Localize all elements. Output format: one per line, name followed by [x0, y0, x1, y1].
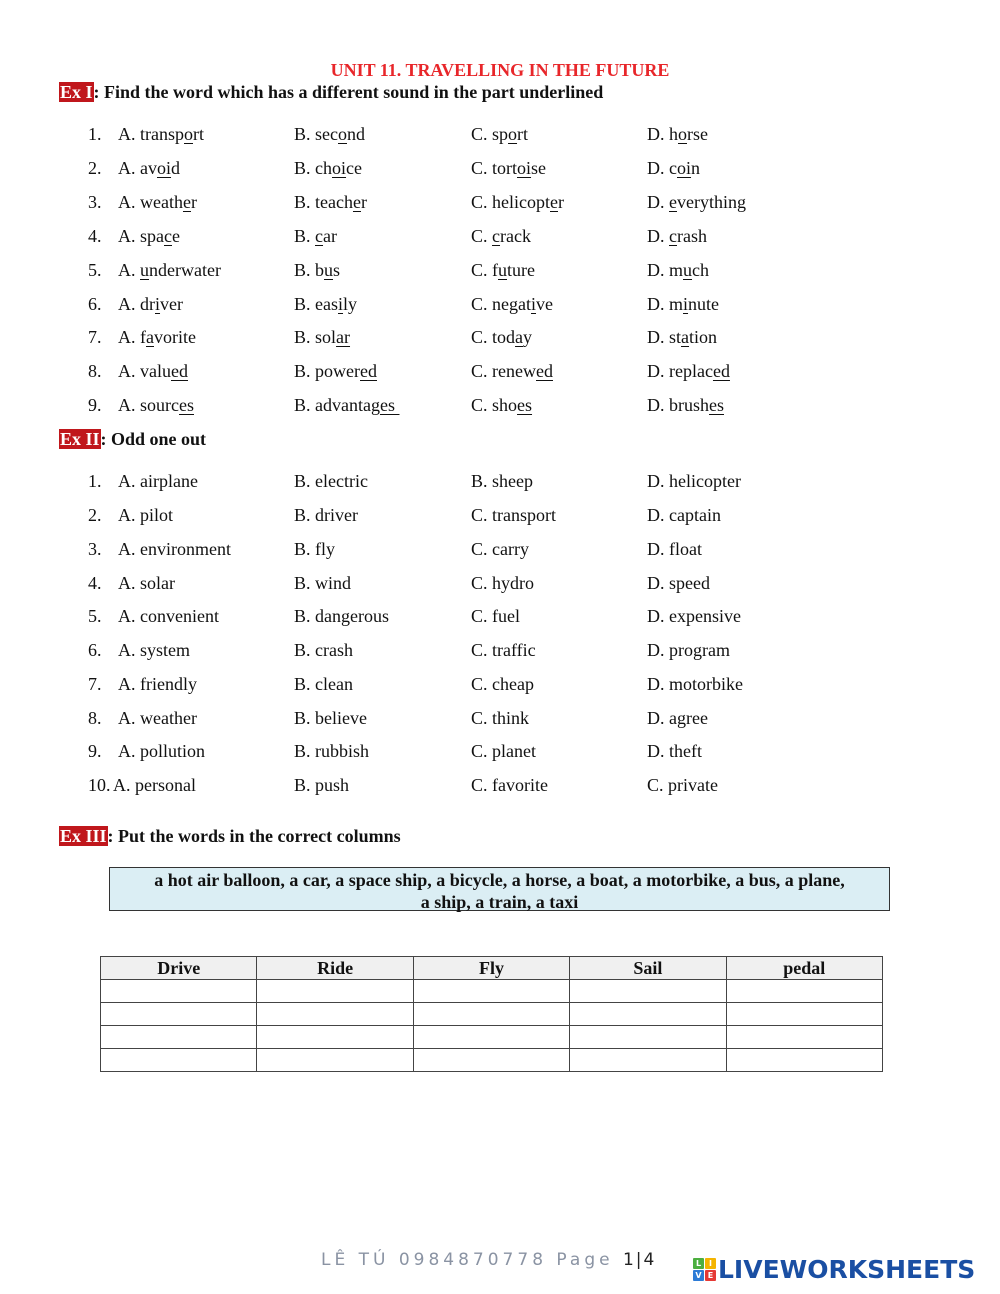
option-text-post: r — [558, 192, 564, 212]
option-c — [471, 327, 532, 348]
underlined-part: oi — [157, 158, 172, 178]
table-row — [101, 1026, 883, 1049]
question-number: 3. — [88, 539, 102, 559]
option-a: A. friendly — [118, 674, 197, 694]
option-b: B. fly — [294, 539, 336, 559]
option-b — [294, 192, 367, 213]
option-text-label: D. — [647, 395, 669, 415]
underlined-part: u — [498, 260, 508, 280]
option-d — [647, 395, 724, 416]
option-a — [118, 158, 180, 179]
option-text-post: nd — [347, 124, 365, 144]
option-text-pre: sourc — [140, 395, 179, 415]
column-header-ride: Ride — [257, 957, 413, 980]
option-b: B. rubbish — [294, 741, 370, 761]
ex1-tag: Ex I — [60, 82, 93, 102]
ex3-heading — [59, 826, 401, 847]
underlined-part: oi — [517, 158, 532, 178]
ex3-instruction: : Put the words in the correct columns — [107, 826, 401, 846]
underlined-part: u — [683, 260, 693, 280]
underlined-part: u — [140, 260, 149, 280]
option-text-pre: sec — [315, 124, 338, 144]
question-number: 8. — [88, 708, 102, 728]
option-a: A. airplane — [118, 471, 198, 491]
underlined-part: es — [379, 395, 400, 415]
question-number: 3. — [88, 192, 102, 212]
question-number: 4. — [88, 226, 102, 246]
underlined-part: o — [184, 124, 193, 144]
option-c: C. think — [471, 708, 530, 728]
option-text-post: vorite — [154, 327, 196, 347]
page-title: UNIT 11. TRAVELLING IN THE FUTURE — [330, 60, 670, 80]
option-a: A. system — [118, 640, 190, 660]
option-text-label: B. — [294, 124, 316, 144]
option-text-label: A. — [118, 192, 140, 212]
option-text-pre: sp — [492, 124, 509, 144]
option-text-pre: b — [315, 260, 325, 280]
option-text-label: C. — [471, 294, 493, 314]
column-sort-table — [100, 956, 883, 1072]
column-header-pedal: pedal — [726, 957, 882, 980]
option-text-label: D. — [647, 327, 669, 347]
underlined-part: u — [324, 260, 334, 280]
option-text-post: e — [172, 226, 180, 246]
underlined-part: ed — [360, 361, 377, 381]
underlined-part: ed — [536, 361, 553, 381]
option-text-pre: ch — [315, 158, 333, 178]
option-text-pre: c — [669, 158, 677, 178]
option-text-pre: f — [140, 327, 146, 347]
option-text-post: ar — [323, 226, 337, 246]
option-a — [118, 327, 196, 348]
underlined-part: a — [681, 327, 690, 347]
underlined-part: e — [669, 192, 677, 212]
question-number: 5. — [88, 606, 102, 626]
option-c — [471, 192, 564, 213]
option-text-pre: av — [140, 158, 157, 178]
option-text-label: A. — [118, 327, 140, 347]
underlined-part: es — [179, 395, 194, 415]
underlined-part: o — [678, 124, 687, 144]
question-number: 7. — [88, 327, 102, 347]
column-header-drive: Drive — [101, 957, 257, 980]
option-text-post: rack — [500, 226, 531, 246]
option-text-pre: m — [669, 294, 684, 314]
option-text-post: d — [171, 158, 181, 178]
option-text-post: ly — [343, 294, 358, 314]
option-text-label: C. — [471, 327, 493, 347]
option-b — [294, 327, 350, 348]
question-number: 1. — [88, 124, 102, 144]
option-b: B. push — [294, 775, 350, 795]
question-number: 2. — [88, 505, 102, 525]
option-b: B. electric — [294, 471, 368, 491]
option-b — [294, 158, 362, 179]
option-c — [471, 260, 535, 281]
option-text-label: D. — [647, 226, 669, 246]
answer-cell-drive[interactable] — [101, 1026, 257, 1049]
question-number: 6. — [88, 640, 102, 660]
option-text-pre: transp — [140, 124, 184, 144]
answer-cell-fly[interactable] — [413, 980, 569, 1003]
option-a: A. weather — [118, 708, 197, 728]
option-b: B. crash — [294, 640, 353, 660]
option-d: D. agree — [647, 708, 708, 728]
column-header-sail: Sail — [570, 957, 726, 980]
underlined-part: a — [146, 327, 154, 347]
option-b: B. clean — [294, 674, 353, 694]
question-number: 8. — [88, 361, 102, 381]
option-d: C. private — [647, 775, 718, 795]
option-text-pre: sho — [492, 395, 518, 415]
option-d — [647, 260, 709, 281]
question-number: 9. — [88, 395, 102, 415]
option-text-label: B. — [294, 192, 316, 212]
option-text-pre: h — [669, 124, 678, 144]
option-text-label: D. — [647, 124, 669, 144]
option-b — [294, 395, 399, 416]
option-text-pre: renew — [492, 361, 536, 381]
answer-cell-drive[interactable] — [101, 980, 257, 1003]
underlined-part: ar — [336, 327, 351, 347]
option-text-post: y — [523, 327, 533, 347]
option-text-post: ver — [160, 294, 183, 314]
option-b — [294, 294, 357, 315]
question-number: 10. — [88, 775, 111, 795]
option-a: A. convenient — [118, 606, 219, 626]
option-text-post: rash — [677, 226, 707, 246]
option-text-label: B. — [294, 327, 316, 347]
option-text-pre: valu — [140, 361, 171, 381]
table-row — [101, 980, 883, 1003]
option-text-pre: power — [315, 361, 360, 381]
underlined-part: i — [683, 294, 689, 314]
option-text-label: A. — [118, 260, 140, 280]
option-text-label: C. — [471, 192, 493, 212]
answer-cell-pedal[interactable] — [726, 1026, 882, 1049]
option-a: A. environment — [118, 539, 231, 559]
column-header-fly: Fly — [413, 957, 569, 980]
option-text-pre: m — [669, 260, 684, 280]
option-text-label: C. — [471, 395, 493, 415]
option-d: D. expensive — [647, 606, 741, 626]
option-text-pre: sol — [315, 327, 337, 347]
option-text-label: A. — [118, 361, 140, 381]
option-b: B. dangerous — [294, 606, 389, 626]
ex2-tag: Ex II — [60, 429, 100, 449]
option-c: C. traffic — [471, 640, 536, 660]
option-text-pre: eas — [315, 294, 338, 314]
option-text-post: se — [531, 158, 547, 178]
option-b: B. believe — [294, 708, 367, 728]
option-a — [118, 260, 221, 281]
option-text-label: D. — [647, 294, 669, 314]
answer-cell-drive[interactable] — [101, 1003, 257, 1026]
option-text-pre: tod — [492, 327, 516, 347]
option-text-post: tion — [689, 327, 718, 347]
underlined-part: c — [492, 226, 501, 246]
option-text-post: s — [333, 260, 341, 280]
option-text-label: C. — [471, 124, 493, 144]
option-text-pre: replac — [669, 361, 713, 381]
option-b: B. driver — [294, 505, 358, 525]
answer-cell-fly[interactable] — [413, 1049, 569, 1072]
logo-letter-i: I — [705, 1258, 716, 1269]
option-c — [471, 226, 531, 247]
logo-letter-v: V — [693, 1270, 704, 1281]
option-text-post: r — [190, 192, 197, 212]
option-d — [647, 294, 719, 315]
option-a — [118, 124, 204, 145]
answer-cell-pedal[interactable] — [726, 1049, 882, 1072]
option-text-post: ve — [536, 294, 554, 314]
table-header-row — [101, 957, 883, 980]
option-c: C. fuel — [471, 606, 520, 626]
option-text-label: B. — [294, 361, 316, 381]
logo-letter-e: E — [705, 1270, 716, 1281]
ex1-instruction: : Find the word which has a different sound in the part underlined — [93, 82, 604, 102]
option-text-post: verything — [677, 192, 746, 212]
option-c: B. sheep — [471, 471, 533, 491]
option-a: A. solar — [118, 573, 175, 593]
option-text-label: A. — [118, 158, 140, 178]
option-a — [118, 192, 197, 213]
option-d: D. helicopter — [647, 471, 741, 491]
option-text-post: rse — [687, 124, 708, 144]
option-text-label: C. — [471, 158, 493, 178]
option-d: D. captain — [647, 505, 721, 525]
option-b — [294, 226, 337, 247]
option-c — [471, 294, 553, 315]
option-text-pre: tort — [492, 158, 518, 178]
underlined-part: es — [517, 395, 533, 415]
option-text-post: nderwater — [149, 260, 221, 280]
option-text-label: D. — [647, 361, 669, 381]
option-text-label: A. — [118, 294, 140, 314]
option-b — [294, 361, 377, 382]
word-bank — [109, 867, 890, 911]
underlined-part: oi — [677, 158, 692, 178]
option-text-label: A. — [118, 124, 140, 144]
underlined-part: e — [550, 192, 558, 212]
option-text-label: A. — [118, 226, 140, 246]
option-d: D. program — [647, 640, 730, 660]
liveworksheets-logo — [693, 1254, 975, 1284]
logo-icon — [693, 1258, 716, 1281]
underlined-part: c — [164, 226, 172, 246]
question-number: 4. — [88, 573, 102, 593]
option-d — [647, 124, 708, 145]
option-text-pre: weath — [140, 192, 183, 212]
answer-cell-ride[interactable] — [257, 980, 413, 1003]
option-text-pre: f — [492, 260, 499, 280]
option-c — [471, 158, 546, 179]
answer-cell-fly[interactable] — [413, 1003, 569, 1026]
option-text-label: B. — [294, 294, 316, 314]
option-text-label: D. — [647, 192, 669, 212]
option-text-pre: spa — [140, 226, 164, 246]
option-c — [471, 124, 528, 145]
option-text-label: D. — [647, 260, 669, 280]
ex2-instruction: : Odd one out — [100, 429, 207, 449]
option-d: D. motorbike — [647, 674, 743, 694]
answer-cell-sail[interactable] — [570, 1003, 726, 1026]
question-number: 9. — [88, 741, 102, 761]
option-text-pre: helicopt — [492, 192, 550, 212]
logo-text: LIVEWORKSHEETS — [718, 1254, 976, 1284]
option-text-post: rt — [193, 124, 204, 144]
option-text-post: ch — [692, 260, 710, 280]
option-text-post: r — [360, 192, 367, 212]
underlined-part: i — [338, 294, 344, 314]
option-b — [294, 124, 365, 145]
underlined-part: ed — [171, 361, 188, 381]
option-a — [118, 294, 183, 315]
ex2-heading — [59, 429, 206, 450]
ex1-heading — [59, 82, 603, 103]
option-c: C. hydro — [471, 573, 534, 593]
option-text-label: B. — [294, 395, 316, 415]
underlined-part: a — [515, 327, 524, 347]
option-b — [294, 260, 340, 281]
option-text-post: nute — [688, 294, 720, 314]
question-number: 5. — [88, 260, 102, 280]
answer-cell-ride[interactable] — [257, 1026, 413, 1049]
option-text-pre: dr — [140, 294, 155, 314]
answer-cell-fly[interactable] — [413, 1026, 569, 1049]
underlined-part: o — [508, 124, 518, 144]
option-text-pre: brush — [669, 395, 709, 415]
option-d: D. theft — [647, 741, 702, 761]
underlined-part: e — [182, 192, 191, 212]
answer-cell-sail[interactable] — [570, 980, 726, 1003]
option-a: A. pollution — [118, 741, 206, 761]
option-d — [647, 361, 730, 382]
answer-cell-ride[interactable] — [257, 1003, 413, 1026]
option-c: C. cheap — [471, 674, 534, 694]
option-text-pre: advantag — [315, 395, 380, 415]
option-c: C. favorite — [471, 775, 548, 795]
option-c: C. transport — [471, 505, 556, 525]
question-number: 7. — [88, 674, 102, 694]
answer-cell-drive[interactable] — [101, 1049, 257, 1072]
option-d — [647, 158, 700, 179]
answer-cell-ride[interactable] — [257, 1049, 413, 1072]
option-a — [118, 395, 194, 416]
underlined-part: c — [669, 226, 677, 246]
option-text-label: B. — [294, 158, 316, 178]
underlined-part: e — [352, 192, 361, 212]
option-a: A. pilot — [118, 505, 174, 525]
option-text-pre: teach — [315, 192, 353, 212]
table-row — [101, 1049, 883, 1072]
page-number: 1|4 — [622, 1250, 657, 1270]
option-d — [647, 226, 707, 247]
underlined-part: oi — [332, 158, 347, 178]
ex3-tag: Ex III — [60, 826, 107, 846]
answer-cell-sail[interactable] — [570, 1026, 726, 1049]
option-text-pre: st — [669, 327, 682, 347]
answer-cell-pedal[interactable] — [726, 980, 882, 1003]
table-row — [101, 1003, 883, 1026]
option-text-label: D. — [647, 158, 669, 178]
option-text-label: A. — [118, 395, 140, 415]
option-d — [647, 327, 717, 348]
option-text-post: n — [691, 158, 701, 178]
option-text-label: C. — [471, 260, 493, 280]
page-footer — [321, 1250, 656, 1270]
underlined-part: o — [338, 124, 347, 144]
logo-letter-l: L — [693, 1258, 704, 1269]
option-text-label: C. — [471, 361, 493, 381]
answer-cell-pedal[interactable] — [726, 1003, 882, 1026]
option-text-label: C. — [471, 226, 493, 246]
underlined-part: ed — [712, 361, 730, 381]
footer-author: LÊ TÚ 0984870778 Page — [321, 1250, 623, 1270]
question-number: 6. — [88, 294, 102, 314]
option-b: B. wind — [294, 573, 352, 593]
question-number: 2. — [88, 158, 102, 178]
option-c: C. planet — [471, 741, 536, 761]
option-a — [118, 361, 188, 382]
option-d: D. float — [647, 539, 702, 559]
underlined-part: i — [531, 294, 537, 314]
word-bank-line-2: a ship, a train, a taxi — [420, 892, 579, 912]
underlined-part: es — [709, 395, 724, 415]
option-d: D. speed — [647, 573, 710, 593]
option-d — [647, 192, 746, 213]
option-c — [471, 361, 553, 382]
option-text-pre: negat — [492, 294, 531, 314]
option-text-label: B. — [294, 260, 316, 280]
question-number: 1. — [88, 471, 102, 491]
option-text-post: ture — [507, 260, 535, 280]
word-bank-line-1: a hot air balloon, a car, a space ship, a bicycle, a horse, a boat, a motorbike, a bus, a plane, — [154, 870, 845, 890]
option-text-label: B. — [294, 226, 316, 246]
answer-cell-sail[interactable] — [570, 1049, 726, 1072]
option-text-post: ce — [346, 158, 363, 178]
underlined-part: c — [315, 226, 324, 246]
option-a: A. personal — [113, 775, 196, 795]
option-text-post: rt — [517, 124, 529, 144]
option-c: C. carry — [471, 539, 529, 559]
underlined-part: i — [155, 294, 161, 314]
option-a — [118, 226, 180, 247]
option-c — [471, 395, 532, 416]
